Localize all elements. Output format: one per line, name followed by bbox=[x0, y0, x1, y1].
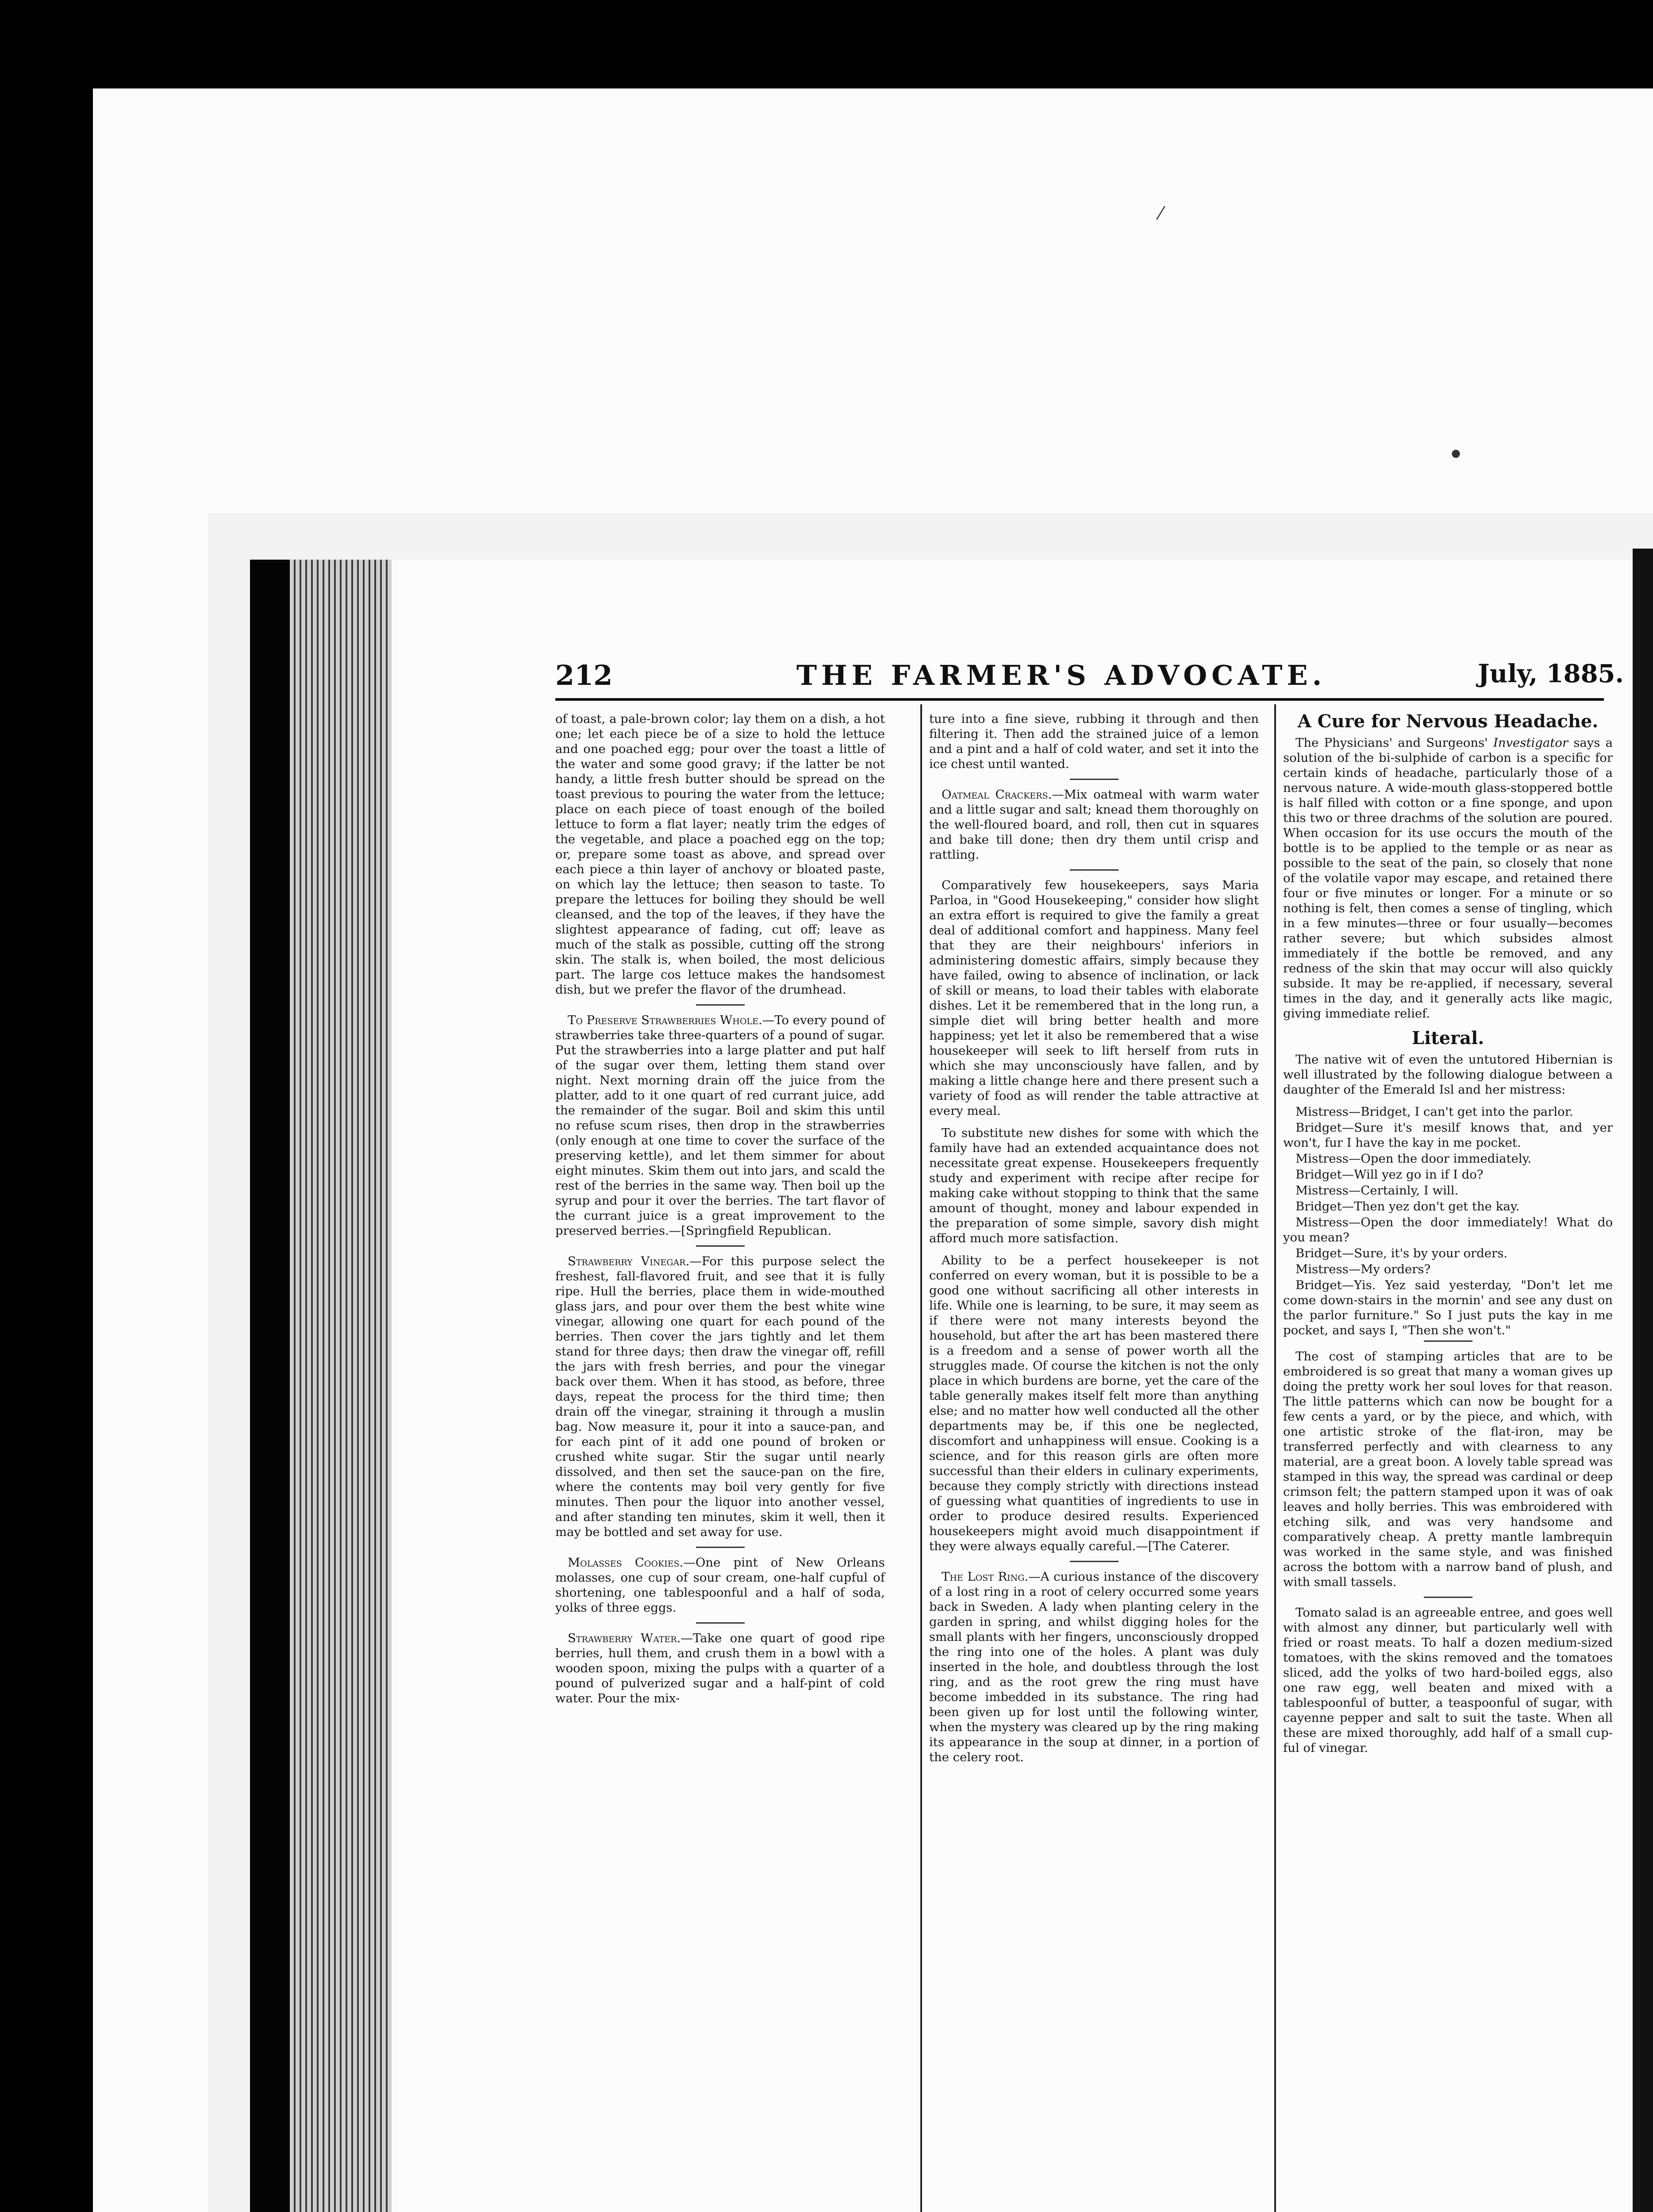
ring-body: —A curious instance of the discovery of a lost ring in a root of celery occurred some years back in Sweden. A lady when planting celery in the garden in spring, and whilst digging holes for the small plants with her fingers, unconsciously dropped the ring into one of the holes. A plant was duly inserted in the hole, and doubtless through the lost ring, and as the root grew the ring must have become imbedded in its substance. The ring had been given up for lost until the following winter, when the mystery was cleared up by the ring making its appearance in the soup at dinner, in a portion of the celery root. bbox=[929, 1570, 1259, 1764]
dialogue-line: Mistress—Open the door immediately. bbox=[1295, 1152, 1532, 1166]
cure-body-a: The Physicians' and Surgeons' bbox=[1295, 736, 1488, 750]
book-spine bbox=[250, 560, 290, 2212]
page-number: 212 bbox=[555, 659, 613, 691]
section-rule bbox=[696, 1622, 745, 1624]
section-rule bbox=[1424, 1597, 1472, 1598]
section-rule bbox=[1070, 869, 1119, 871]
vinegar-article bbox=[555, 1254, 885, 1540]
dialogue-line: Bridget—Will yez go in if I do? bbox=[1295, 1167, 1484, 1182]
dialogue-line: Mistress—My orders? bbox=[1295, 1262, 1431, 1276]
page-edges bbox=[290, 560, 392, 2212]
cure-heading: A Cure for Nervous Headache. bbox=[1297, 711, 1599, 732]
section-rule bbox=[1424, 1340, 1472, 1342]
dialogue-line: Mistress—Bridget, I can't get into the parlor. bbox=[1295, 1105, 1573, 1119]
section-rule bbox=[696, 1245, 745, 1247]
preserve-title: To Preserve Strawberries Whole. bbox=[568, 1013, 762, 1027]
speck-mark: ● bbox=[1451, 447, 1461, 459]
section-rule bbox=[1070, 1561, 1119, 1562]
masthead-title: THE FARMER'S ADVOCATE. bbox=[796, 659, 1326, 691]
section-rule bbox=[696, 1004, 745, 1006]
molasses-body: —One pint of New Orleans molasses, one cup of sour cream, one-half cupful of shortening, one tablespoonful and a half of soda, yolks of three eggs. bbox=[555, 1555, 885, 1615]
column-divider bbox=[920, 704, 922, 2212]
housekeepers-paragraph-1: Comparatively few housekeepers, says Maria Parloa, in "Good Housekeeping," consider how slight an extra effort is required to give the family a great deal of additional comfort and happiness. Many feel that they are their neighbours' inferiors in administering domestic affairs, simply because they have failed, owing to absence of inclination, or lack of skill or means, to load their tables with elaborate dishes. Let it be remembered that in the long run, a simple diet will bring better health and more happiness; yet let it also be remembered that a wise housekeeper will seek to lift herself from ruts in which she may unconsciously have fallen, and by making a little change here and there present such a variety of food as will render the table attractive at every meal. bbox=[929, 878, 1259, 1118]
dialogue-line: Mistress—Open the door immediately! What do you mean? bbox=[1283, 1215, 1613, 1244]
ring-article bbox=[929, 1569, 1259, 1765]
cure-body-b: says a solution of the bi-sulphide of carbon is a specific for certain kinds of headache, particularly those of a nervous nature. A wide-mouth glass-stoppered bottle is half filled with cotton or a fine sponge, and upon this two or three drachms of the solution are poured. When occasion for its use occurs the mouth of the bottle is to be applied to the temple or as near as possible to the seat of the pain, so closely that none of the volatile vapor may escape, and retained there four or five minutes or longer. For a minute or so nothing is felt, then comes a sense of tingling, which in a few minutes—three or four usually—becomes rather severe; but which subsides almost immediately if the bottle be removed, and any redness of the skin that may occur will also quickly subside. It may be re-applied, if necessary, several times in the day, and it generally acts like magic, giving immediate relief. bbox=[1283, 736, 1613, 1021]
molasses-article bbox=[555, 1555, 885, 1615]
stamping-article: The cost of stamping articles that are to be embroidered is so great that many a woman gives up doing the pretty work her soul loves for that reason. The little patterns which can now be bought for a few cents a yard, or by the piece, and which, with one artistic stroke of the flat-iron, may be transferred perfectly and with clearness to any material, are a great boon. A lovely table spread was stamped in this way, the spread was cardinal or deep crimson felt; the pattern stamped upon it was of oak leaves and holly berries. This was embroidered with etching silk, and was very handsome and comparatively cheap. A pretty mantle lambrequin was worked in the same style, and was finished across the bottom with a narrow band of plush, and with small tassels. bbox=[1283, 1349, 1613, 1589]
lettuce-continuation: of toast, a pale-brown color; lay them on a dish, a hot one; let each piece be of a size to hold the lettuce and one poached egg; pour over the toast a little of the water and some good gravy; if the latter be not handy, a little fresh butter should be spread on the toast previous to pouring the water from the lettuce; place on each piece of toast enough of the boiled lettuce to form a flat layer; neatly trim the edges of the vegetable, and place a poached egg on the top; or, prepare some toast as above, and spread over each piece a thin layer of anchovy or bloated paste, on which lay the lettuce; then season to taste. To prepare the lettuces for boiling they should be well cleansed, and the top of the leaves, if they have the slightest appearance of fading, cut off; leave as much of the stalk as possible, cutting off the strong skin. The stalk is, when boiled, the most delicious part. The large cos lettuce makes the handsomest dish, but we prefer the flavor of the drumhead. bbox=[555, 712, 885, 997]
housekeepers-paragraph-3: Ability to be a perfect housekeeper is not conferred on every woman, but it is possible to be a good one without sacrificing all other interests in life. While one is learning, to be sure, it may seem as if there were not many interests beyond the household, but after the art has been mastered there is a freedom and a sense of power worth all the struggles made. Of course the kitchen is not the only place in which burdens are borne, yet the care of the table generally makes itself felt more than anything else; and no matter how well conducted all the other departments may be, if this one be neglected, discomfort and unhappiness will ensue. Cooking is a science, and for this reason girls are often more successful than their elders in culinary experiments, because they comply strictly with directions instead of guessing what quantities of ingredients to use in order to produce desired results. Experienced housekeepers might avoid much disappointment if they were always equally careful.—[The Caterer. bbox=[929, 1253, 1259, 1553]
preserve-body: —To every pound of strawberries take three-quarters of a pound of sugar. Put the strawberries into a large platter and put half of the sugar over them, letting them stand over night. Next morning drain off the juice from the platter, add to it one quart of red currant juice, add the remainder of the sugar. Boil and skim this until no refuse scum rises, then drop in the strawberries (only enough at one time to cover the surface of the preserving kettle), and let them simmer for about eight minutes. Skim them out into jars, and scald the rest of the berries in the same way. Then boil up the syrup and pour it over the berries. The tart flavor of the currant juice is a great improvement to the preserved berries.—[Springfield Republican. bbox=[555, 1013, 885, 1238]
column-divider bbox=[1274, 704, 1276, 2212]
molasses-title: Molasses Cookies. bbox=[568, 1555, 684, 1570]
vinegar-body: —For this purpose select the freshest, fall-flavored fruit, and see that it is fully ripe. Hull the berries, place them in wide-mouthed glass jars, and pour over them the best white wine vinegar, allowing one quart for each pound of the berries. Then cover the jars tightly and let them stand for three days; then draw the vinegar off, refill the jars with fresh berries, and pour the vinegar back over them. When it has stood, as before, three days, repeat the process for the third time; then drain off the vinegar, straining it through a muslin bag. Now measure it, pour it into a sauce-pan, and for each pint of it add one pound of broken or crushed white sugar. Stir the sugar until nearly dissolved, and then set the sauce-pan on the fire, where the contents may boil very gently for five minutes. Then pour the liquor into another vessel, and after standing ten minutes, skim it well, then it may be bottled and set away for use. bbox=[555, 1254, 885, 1539]
scan-right-edge bbox=[1633, 549, 1653, 2212]
literal-dialogue bbox=[1283, 1104, 1613, 1338]
dialogue-line: Bridget—Then yez don't get the kay. bbox=[1295, 1199, 1520, 1214]
oatmeal-body: —Mix oatmeal with warm water and a little sugar and salt; knead them thoroughly on the well-floured board, and roll, then cut in squares and bake till done; then dry them until crisp and rattling. bbox=[929, 787, 1259, 862]
cure-journal-name: Investigator bbox=[1493, 736, 1568, 750]
section-rule bbox=[1070, 779, 1119, 780]
column-1 bbox=[555, 711, 885, 1713]
water-continuation: ture into a fine sieve, rubbing it through and then filtering it. Then add the strained juice of a lemon and a pint and a half of cold water, and set it into the ice chest until wanted. bbox=[929, 712, 1259, 771]
vinegar-title: Strawberry Vinegar. bbox=[568, 1254, 690, 1268]
dialogue-line: Mistress—Certainly, I will. bbox=[1295, 1183, 1459, 1198]
cure-article bbox=[1283, 735, 1613, 1021]
dialogue-line: Bridget—Sure, it's by your orders. bbox=[1295, 1246, 1508, 1260]
section-rule bbox=[696, 1547, 745, 1548]
header-rule bbox=[555, 698, 1604, 701]
housekeepers-paragraph-2: To substitute new dishes for some with which the family have had an extended acquaintance does not necessitate great expense. Housekeepers frequently study and experiment with recipe after recipe for making cake without stopping to think that the same amount of thought, money and labour expended in the preparation of some simple, savory dish might afford much more satisfaction. bbox=[929, 1126, 1259, 1245]
ring-title: The Lost Ring. bbox=[942, 1570, 1029, 1584]
oatmeal-title: Oatmeal Crackers. bbox=[942, 787, 1052, 802]
literal-intro: The native wit of even the untutored Hibernian is well illustrated by the following dialogue between a daughter of the Emerald Isl and her mistress: bbox=[1283, 1052, 1613, 1097]
tomato-article: Tomato salad is an agreeable entree, and goes well with almost any dinner, but particularly well with fried or roast meats. To half a dozen medium-sized tomatoes, with the skins removed and the tomatoes sliced, add the yolks of two hard-boiled eggs, also one raw egg, well beaten and mixed with a tablespoonful of butter, a teaspoonful of sugar, with cayenne pepper and salt to suit the taste. When all these are mixed thoroughly, add half of a small cup-ful of vinegar. bbox=[1283, 1605, 1613, 1755]
dialogue-line: Bridget—Sure it's mesilf knows that, and yer won't, fur I have the kay in me pocket. bbox=[1283, 1121, 1613, 1150]
water-article bbox=[555, 1631, 885, 1706]
pencil-mark: ⁄ bbox=[1159, 204, 1162, 224]
preserve-article bbox=[555, 1013, 885, 1238]
column-2 bbox=[929, 711, 1259, 1772]
dialogue-line: Bridget—Yis. Yez said yesterday, "Don't let me come down-stairs in the mornin' and see any dust on the parlor furniture." So I just puts the kay in me pocket, and says I, "Then she won't." bbox=[1283, 1278, 1613, 1337]
water-body: —Take one quart of good ripe berries, hull them, and crush them in a bowl with a wooden spoon, mixing the pulps with a quarter of a pound of pulverized sugar and a half-pint of cold water. Pour the mix- bbox=[555, 1631, 885, 1705]
oatmeal-article bbox=[929, 787, 1259, 862]
water-title: Strawberry Water. bbox=[568, 1631, 681, 1645]
column-3 bbox=[1283, 711, 1613, 1763]
issue-date: July, 1885. bbox=[1478, 659, 1624, 688]
literal-heading: Literal. bbox=[1411, 1028, 1484, 1048]
